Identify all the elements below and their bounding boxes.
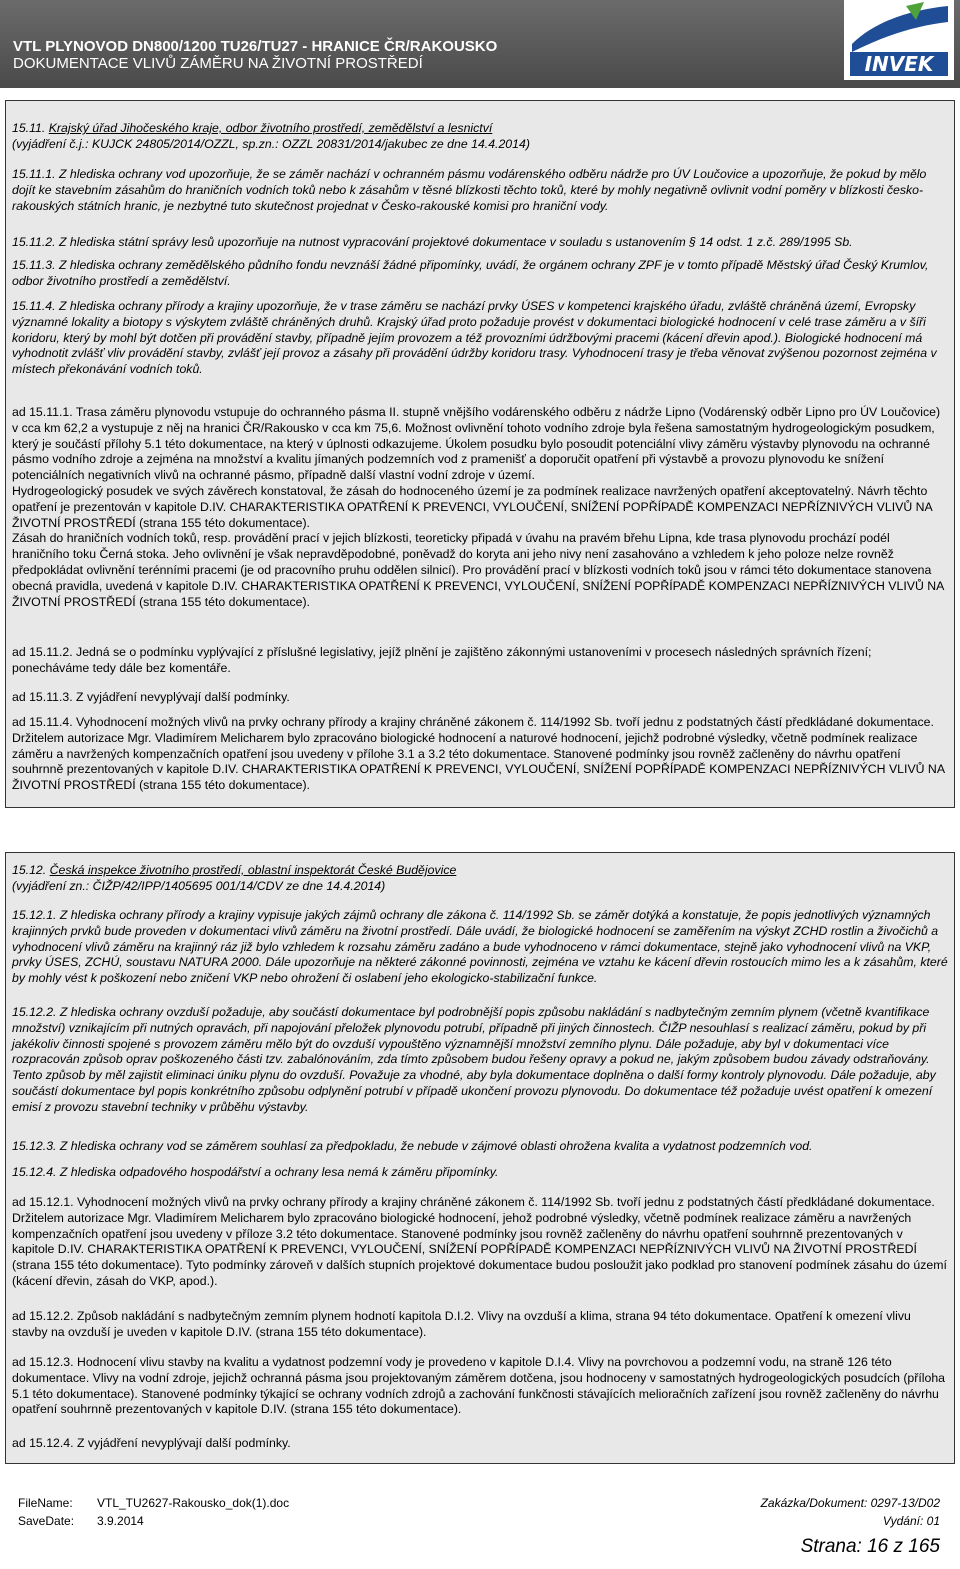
response-paragraph: ad 15.12.2. Způsob nakládání s nadbytečným zemním plynem hodnotí kapitola D.I.2. Vlivy na ovzduší a klima, strana 94 této dokumentace. Opatření k omezení vlivu stavby na ovzduší je uveden v kapitole D.IV. (strana 155 této dokumentace). (12, 1309, 911, 1339)
response-paragraph: ad 15.11.2. Jedná se o podmínku vyplývající z příslušné legislativy, jejíž plnění je zajištěno zákonnými ustanoveními v procesech následných správních řízení; ponecháváme tedy dále bez komentáře. (12, 645, 872, 675)
document-title: VTL PLYNOVOD DN800/1200 TU26/TU27 - HRANICE ČR/RAKOUSKO (13, 38, 498, 55)
response-paragraph: ad 15.11.4. Vyhodnocení možných vlivů na prvky ochrany přírody a krajiny chráněné zákonem č. 114/1992 Sb. tvoří jednu z podstatných částí předkládané dokumentace. Držitelem autorizace Mgr. Vladimírem Melicharem bylo zpracováno biologické hodnocení a naturové hodnocení, jejichž podrobné výsledky, včetně podmínek realizace záměru a navržených kompenzačních opatření jsou uvedeny v přílohe 3.1 a 3.2 této dokumentace. Stanovené podmínky jsou rovněž začleněny do návrhu opatření souhrnně prezentovaných v kapitole D.IV. CHARAKTERISTIKA OPATŘENÍ K PREVENCI, VYLOUČENÍ, SNÍŽENÍ POPŘÍPADĚ KOMPENZACI NEPŘÍZNIVÝCH VLIVŮ NA ŽIVOTNÍ PROSTŘEDÍ (strana 155 této dokumentace). (12, 715, 945, 793)
filename-label: FileName: (18, 1496, 73, 1510)
filename-value: VTL_TU2627-Rakousko_dok(1).doc (97, 1496, 290, 1510)
response-paragraph: ad 15.11.1. Trasa záměru plynovodu vstupuje do ochranného pásma II. stupně vnějšího vodárenského odběru z nádrže Lipno (Vodárenský odběr Lipno pro ÚV Loučovice) v cca km 62,2 a vystupuje z něj na hranici ČR/Rakousko v cca km 75,6. Možnost ovlivnění tohoto vodního zdroje byla řešena samostatným hydrogeologickým posudkem, který je součástí přílohy 5.1 této dokumentace, na který v úplnosti odkazujeme. Úkolem posudku bylo posoudit potenciální vlivy záměru výstavby plynovodu na ochranné pásmo vodního zdroje a zejména na množství a kvalitu jímaných podzemních vod z pramenišť a doporučit opatření při výstavbě a provozu plynovodu ke snížení potenciálních negativních vlivů na ochranné pásmo, případně další vlastní vodní zdroje v území. (12, 405, 941, 483)
requirement-paragraph: 15.12.1. Z hlediska ochrany přírody a krajiny vypisuje jakých zájmů ochrany dle zákona č. 114/1992 Sb. se záměr dotýká a konstatuje, že popis jednotlivých významných krajinných prvků bude proveden v dokumentaci vlivů záměru na životní prostředí. Dále uvádí, že biologické hodnocení se zaměřením na výskyt ZCHD rostlin a živočichů a vyhodnocení vlivů záměru na krajinný ráz již bylo vzhledem k rozsahu záměru zadáno a bude vyhodnoceno v rámci dokumentace, stejně jako vyhodnocení vlivů na VKP, prvky ÚSES, ZCHÚ, soustavu NATURA 2000. Dále upozorňuje na některé zákonné povinnosti, zejména ve vztahu ke kácení dřevin rostoucích mimo les a k zásahům, které by mohly vést k poškození nebo zničení VKP nebo ohrožení či oslabení jeho ekologicko-stabilizační funkce. (12, 908, 948, 986)
order-number: Zakázka/Dokument: 0297-13/D02 (760, 1496, 940, 1510)
section-number: 15.11. (12, 121, 46, 135)
page-header (0, 0, 960, 88)
requirement-paragraph: 15.12.3. Z hlediska ochrany vod se záměrem souhlasí za předpokladu, že nebude v zájmové oblasti ohrožena kvalita a vydatnost podzemních vod. (12, 1139, 813, 1153)
section-reference: (vyjádření č.j.: KUJCK 24805/2014/OZZL, sp.zn.: OZZL 20831/2014/jakubec ze dne 14.4.2014) (12, 136, 530, 151)
response-paragraph: ad 15.12.3. Hodnocení vlivu stavby na kvalitu a vydatnost podzemní vody je provedeno v kapitole D.I.4. Vlivy na povrchovou a podzemní vodu, na straně 126 této dokumentace. Vlivy na vodní zdroje, jejichž ochranná pásma jsou projektovaným záměrem dotčena, jsou hodnoceny v samostatných hydrogeologických posudcích (příloha 5.1 této dokumentace). Stanovené podmínky týkající se ochrany vodních zdrojů a zachování funkčnosti stávajících melioračních zařízení jsou rovněž začleněny do návrhu opatření souhrnně prezentovaných v kapitole D.IV. (strana 155 této dokumentace). (12, 1355, 946, 1417)
section-title: Krajský úřad Jihočeského kraje, odbor životního prostředí, zemědělství a lesnictví (48, 121, 493, 135)
response-paragraph: ad 15.11.3. Z vyjádření nevyplývají další podmínky. (12, 690, 290, 704)
edition-number: Vydání: 01 (882, 1514, 940, 1528)
section-title: Česká inspekce životního prostředí, oblastní inspektorát České Budějovice (49, 863, 457, 877)
requirement-paragraph: 15.12.2. Z hlediska ochrany ovzduší požaduje, aby součástí dokumentace byl podrobnější popis způsobu nakládání s nadbytečným zemním plynem (včetně kvantifikace množství) vznikajícím při nutných opravách, při napojování přeložek plynovodu potrubí, případně při jiných činnostech. ČIŽP nesouhlasí s realizací záměru, pokud by při jakékoliv činnosti spojené s provozem záměru mělo být do ovzduší vypouštěno významnější množství zemního plynu. Dále požaduje, aby byl v dokumentaci více rozpracován způsob oprav poškozeného části tzv. zabalónováním, zda tímto způsobem budou řešeny opravy a pokud ne, jakým způsobem budou závady odstraňovány. Tento způsob by měl zajistit eliminaci úniku plynu do ovzduší. Považuje za vhodné, aby byla dokumentace doplněna o další formy kontroly plynovodu. Dále požaduje, aby součástí dokumentace byl popis konkrétního způsobu odplynění potrubí v případě ukončení provozu plynovodu. Do dokumentace též požaduje uvést opatření k omezení emisí z provozu stavební techniky v průběhu výstavby. (12, 1005, 936, 1114)
requirement-paragraph: 15.11.4. Z hlediska ochrany přírody a krajiny upozorňuje, že v trase záměru se nachází prvky ÚSES v kompetenci krajského úřadu, zvláště chráněná území, Evropsky významné lokality a biotopy s výskytem zvláště chráněných druhů. Krajský úřad proto požaduje provést v dokumentaci biologické hodnocení v celé trase záměru a v šíři koridoru, který by mohl být dotčen při provádění stavby, případně jejím provozem a též provozními údržbovými pracemi (kácení dřevin apod.). Biologické hodnocení má vyhodnotit zvlášť vliv provádění stavby, zvlášť její provoz a zásahy při provádění údržby koridoru trasy. Vyhodnocení trasy je třeba věnovat zvýšenou pozornost zejména v místech překonávání vodních toků. (12, 299, 937, 377)
savedate-label: SaveDate: (18, 1514, 75, 1528)
section-15-12 (5, 852, 955, 1464)
section-heading (12, 121, 948, 153)
requirement-paragraph: 15.11.1. Z hlediska ochrany vod upozorňuje, že se záměr nachází v ochranném pásmu vodárenského odběru nádrže pro ÚV Loučovice a upozorňuje, že pokud by mělo dojít ke stavebním zásahům do hraničních vodních toků nebo k zásahům v těsné blízkosti těchto toků, které by mohly negativně ovlivnit vodní poměry v blízkosti česko-rakouských státních hranic, je nezbytné tuto skutečnost projednat v Česko-rakouské komisi pro hraniční vody. (12, 167, 927, 213)
response-paragraph: ad 15.12.4. Z vyjádření nevyplývají další podmínky. (12, 1436, 291, 1450)
invek-logo (844, 0, 954, 80)
requirement-paragraph: 15.11.2. Z hlediska státní správy lesů upozorňuje na nutnost vypracování projektové dokumentace v souladu s ustanovením § 14 odst. 1 z.č. 289/1995 Sb. (12, 235, 853, 249)
section-heading (12, 863, 948, 895)
savedate-value: 3.9.2014 (97, 1514, 144, 1528)
response-paragraph: Zásah do hraničních vodních toků, resp. provádění prací v jejich blízkosti, teoreticky připadá v úvahu na pravém břehu Lipna, kde trasa plynovodu prochází podél hraničního toku Černá stoka. Jeho ovlivnění je však nepravděpodobné, poněvadž do koryta ani jeho nivy není zasahováno a vzhledem k jeho poloze nelze rovněž předpokládat ovlivnění terénními pracemi (je od pracovního pruhu oddělen silnicí). Pro provádění prací v blízkosti vodních toků jsou v rámci této dokumentace stanovena obecná pravidla, uvedená v kapitole D.IV. CHARAKTERISTIKA OPATŘENÍ K PREVENCI, VYLOUČENÍ, SNÍŽENÍ POPŘÍPADĚ KOMPENZACI NEPŘÍZNIVÝCH VLIVŮ NA ŽIVOTNÍ PROSTŘEDÍ (strana 155 této dokumentace). (12, 531, 944, 609)
response-paragraph: Hydrogeologický posudek ve svých závěrech konstatoval, že zásah do hodnoceného území je za podmínek realizace navržených opatření akceptovatelný. Návrh těchto opatření je prezentován v kapitole D.IV. CHARAKTERISTIKA OPATŘENÍ K PREVENCI, VYLOUČENÍ, SNÍŽENÍ POPŘÍPADĚ KOMPENZACI NEPŘÍZNIVÝCH VLIVŮ NA ŽIVOTNÍ PROSTŘEDÍ (strana 155 této dokumentace). (12, 483, 933, 530)
response-paragraph: ad 15.12.1. Vyhodnocení možných vlivů na prvky ochrany přírody a krajiny chráněné zákonem č. 114/1992 Sb. tvoří jednu z podstatných částí předkládané dokumentace. Držitelem autorizace Mgr. Vladimírem Melicharem bylo zpracováno biologické hodnocení, jehož podrobné výsledky, včetně podmínek realizace záměru a navržených kompenzačních opatření jsou uvedeny v příloze 3.2 této dokumentace. Stanovené podmínky jsou rovněž začleněny do návrhu opatření souhrnně prezentovaných v kapitole D.IV. CHARAKTERISTIKA OPATŘENÍ K PREVENCI, VYLOUČENÍ, SNÍŽENÍ POPŘÍPADĚ KOMPENZACI NEPŘÍZNIVÝCH VLIVŮ NA ŽIVOTNÍ PROSTŘEDÍ (strana 155 této dokumentace). Tyto podmínky zároveň v dalších stupních projektové dokumentace budou posloužit jako podklad pro stanovení podmínek zásahu do území (kácení dřevin, zásah do VKP, apod.). (12, 1195, 947, 1288)
document-subtitle: DOKUMENTACE VLIVŮ ZÁMĚRU NA ŽIVOTNÍ PROSTŘEDÍ (13, 55, 423, 72)
section-reference: (vyjádření zn.: ČIŽP/42/IPP/1405695 001/14/CDV ze dne 14.4.2014) (12, 878, 386, 893)
section-number: 15.12. (12, 863, 47, 877)
requirement-paragraph: 15.12.4. Z hlediska odpadového hospodářství a ochrany lesa nemá k záměru připomínky. (12, 1165, 499, 1179)
section-15-11 (5, 100, 955, 808)
svg-text:INVEK: INVEK (864, 52, 934, 76)
response-block (12, 405, 948, 610)
requirement-paragraph: 15.11.3. Z hlediska ochrany zemědělského půdního fondu nevznáší žádné připomínky, uvádí, že orgánem ochrany ZPF je v tomto případě Městský úřad Český Krumlov, odbor životního prostředí a zemědělství. (12, 258, 929, 288)
page-number: Strana: 16 z 165 (800, 1536, 940, 1557)
page-footer (0, 1482, 960, 1569)
